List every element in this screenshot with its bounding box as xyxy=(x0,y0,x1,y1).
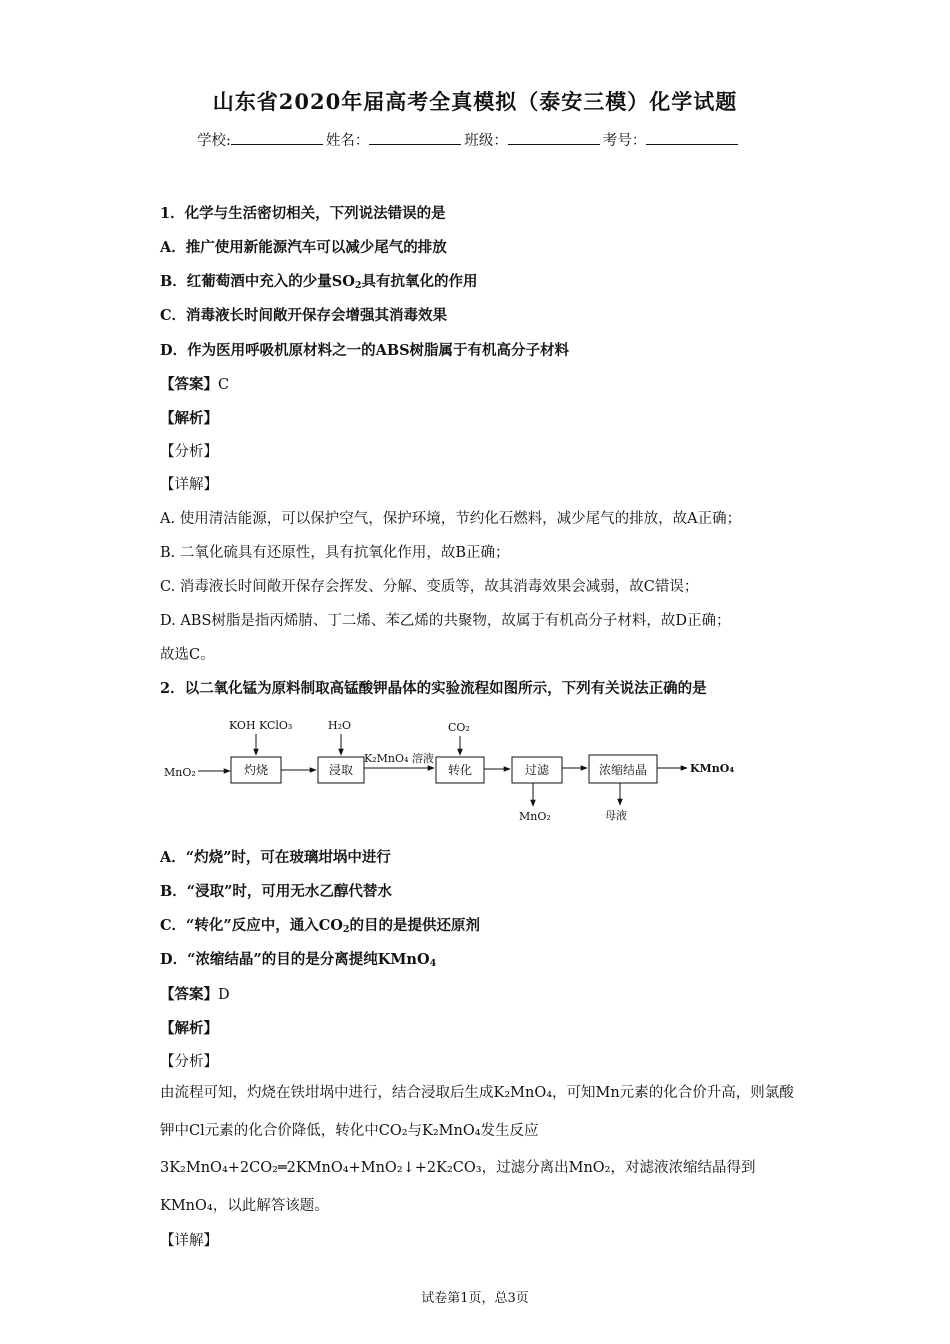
student-info xyxy=(197,129,741,150)
q2-option-a: A．“灼烧”时，可在玻璃坩埚中进行 xyxy=(160,849,391,866)
class-label: 班级： xyxy=(464,133,508,149)
q1-explain-b: B. 二氧化硫具有还原性，具有抗氧化作用，故B正确； xyxy=(160,545,510,561)
flow-box-crystallize-label: 浓缩结晶 xyxy=(598,763,648,777)
number-label: 考号： xyxy=(602,133,647,149)
q2-option-b: B．“浸取”时，可用无水乙醇代替水 xyxy=(160,883,392,900)
q1-stem: 1．化学与生活密切相关，下列说法错误的是 xyxy=(160,205,446,222)
q1-xiangjie-label: 【详解】 xyxy=(160,477,218,493)
q1-option-c: C．消毒液长时间敞开保存会增强其消毒效果 xyxy=(160,307,448,324)
q1-explain-a: A. 使用清洁能源，可以保护空气，保护环境，节约化石燃料，减少尾气的排放，故A正确； xyxy=(160,511,742,527)
q1-explain-d: D. ABS树脂是指丙烯腈、丁二烯、苯乙烯的共聚物，故属于有机高分子材料，故D正确； xyxy=(160,613,731,629)
process-flow-diagram xyxy=(160,712,760,827)
q2-analysis-label: 【解析】 xyxy=(160,1020,218,1037)
name-label: 姓名： xyxy=(325,133,370,149)
flow-box-leach-label: 浸取 xyxy=(328,763,354,777)
flow-mid-label: K₂MnO₄ 溶液 xyxy=(364,752,434,765)
name-blank xyxy=(369,130,461,145)
flow-box-convert-label: 转化 xyxy=(447,763,473,777)
flow-reagent2: H₂O xyxy=(328,719,352,732)
q1-explain-c: C. 消毒液长时间敞开保存会挥发、分解、变质等，故其消毒效果会减弱，故C错误； xyxy=(160,579,699,595)
flow-reagent3: CO₂ xyxy=(448,721,470,734)
flow-start-label: MnO₂ xyxy=(164,766,196,779)
page-title: 山东省2020年届高考全真模拟（泰安三模）化学试题 xyxy=(212,89,738,114)
q2-option-c: C．“转化”反应中，通入$CO_2$的目的是提供还原剂 xyxy=(160,917,481,935)
q2-fenxi-label: 【分析】 xyxy=(160,1054,218,1070)
flow-end-label: KMnO₄ xyxy=(690,762,735,775)
school-blank xyxy=(231,130,323,145)
q1-conclusion: 故选C。 xyxy=(160,647,215,663)
q2-stem: 2．以二氧化锰为原料制取高锰酸钾晶体的实验流程如图所示，下列有关说法正确的是 xyxy=(160,680,707,697)
number-blank xyxy=(646,130,738,145)
school-label: 学校: xyxy=(197,133,231,149)
q2-xiangjie-label: 【详解】 xyxy=(160,1233,218,1249)
q2-analysis-para2: 3K₂MnO₄+2CO₂═2KMnO₄+MnO₂↓+2K₂CO₃，过滤分离出MnO₂，对滤液浓缩结晶得到KMnO₄，以此解答该题。 xyxy=(160,1160,756,1214)
flow-filter-output: MnO₂ xyxy=(519,810,551,823)
q1-option-b: B．红葡萄酒中充入的少量$SO_2$具有抗氧化的作用 xyxy=(160,273,478,291)
q1-option-a: A．推广使用新能源汽车可以减少尾气的排放 xyxy=(160,239,447,256)
q1-answer: 【答案】C xyxy=(160,376,230,393)
class-blank xyxy=(508,130,600,145)
flow-reagent1: KOH KClO₃ xyxy=(229,719,293,732)
flow-box-burn-label: 灼烧 xyxy=(243,763,269,777)
q1-fenxi-label: 【分析】 xyxy=(160,444,218,460)
q2-answer: 【答案】D xyxy=(160,986,230,1003)
page-footer: 试卷第1页，总3页 xyxy=(421,1291,529,1306)
q2-option-d: D．“浓缩结晶”的目的是分离提纯KMnO$_4$ xyxy=(160,951,437,969)
flow-box-filter-label: 过滤 xyxy=(524,763,550,777)
q1-analysis-label: 【解析】 xyxy=(160,410,218,427)
q2-analysis-para1: 由流程可知，灼烧在铁坩埚中进行，结合浸取后生成K₂MnO₄，可知Mn元素的化合价升高，则氯酸钾中Cl元素的化合价降低，转化中CO₂与K₂MnO₄发生反应 xyxy=(160,1085,794,1139)
flow-crystallize-output: 母液 xyxy=(605,809,627,822)
q1-option-d: D．作为医用呼吸机原材料之一的ABS树脂属于有机高分子材料 xyxy=(160,342,570,359)
